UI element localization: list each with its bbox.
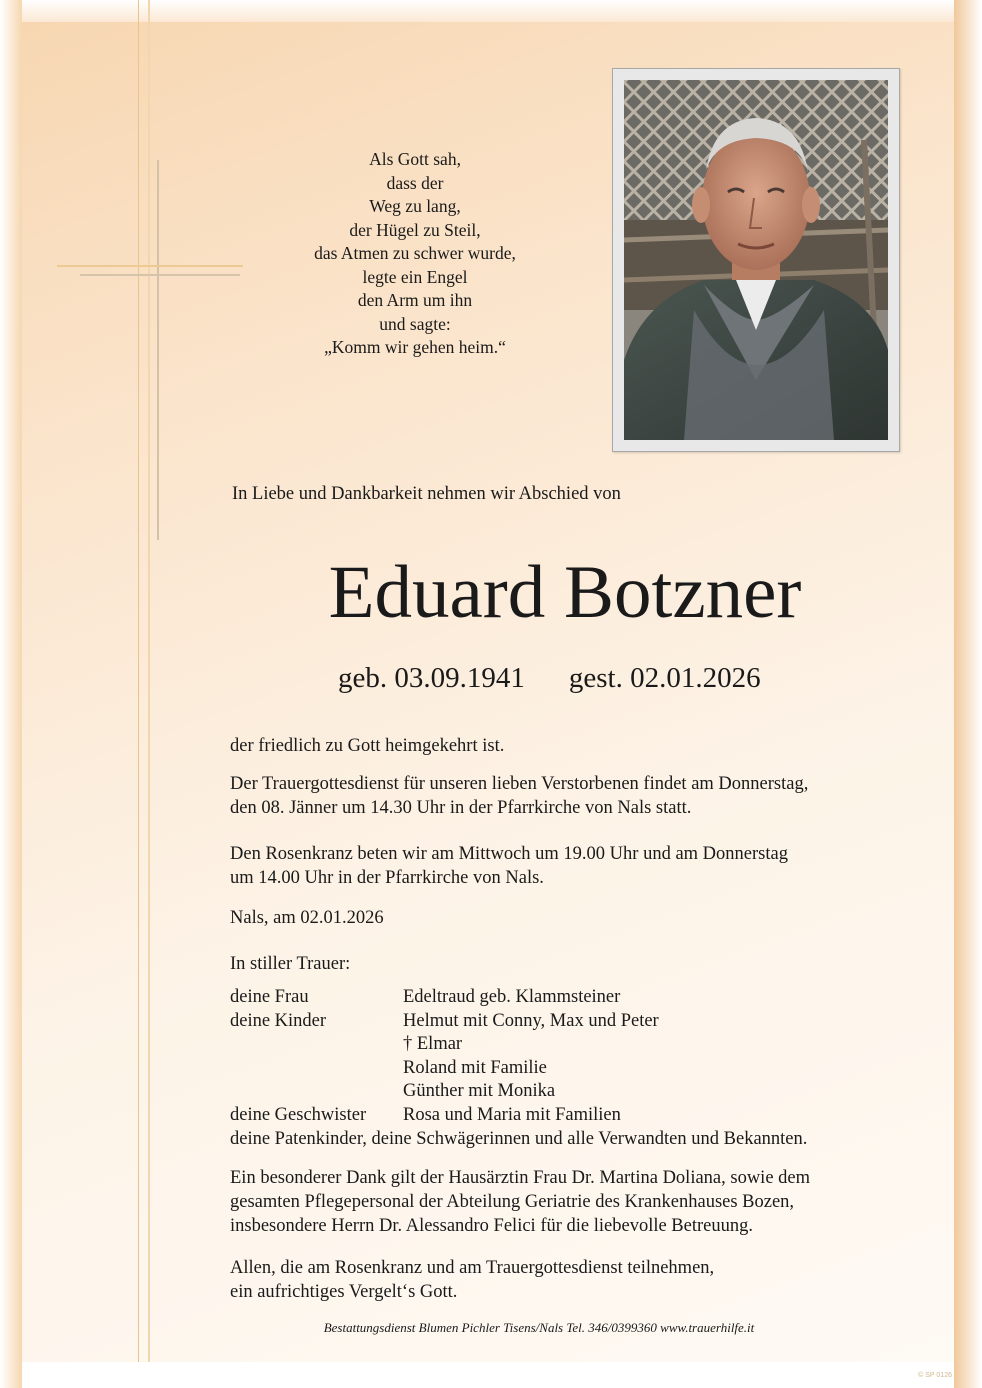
thanks-paragraph xyxy=(230,1166,910,1238)
service-line: Der Trauergottesdienst für unseren lieben Verstorbenen findet am Donnerstag, xyxy=(230,774,809,794)
mourning-heading xyxy=(230,952,910,976)
page-border-left xyxy=(0,0,22,1388)
thanks-line: Ein besonderer Dank gilt der Hausärztin Frau Dr. Martina Doliana, sowie dem xyxy=(230,1168,811,1188)
rosary-paragraph xyxy=(230,842,910,890)
mourner-row xyxy=(230,986,807,1010)
mourner-row xyxy=(230,1080,807,1104)
thanks-line: insbesondere Herrn Dr. Alessandro Felici für die liebevolle Betreuung. xyxy=(230,1216,753,1236)
mourners-list xyxy=(230,986,807,1151)
poem-line: Als Gott sah, xyxy=(369,149,461,169)
farewell-intro: In Liebe und Dankbarkeit nehmen wir Abschied von xyxy=(232,484,621,504)
cross-line-horizontal xyxy=(57,265,243,267)
poem xyxy=(270,148,560,360)
poem-line: der Hügel zu Steil, xyxy=(349,219,481,240)
mourner-names: † Elmar xyxy=(403,1034,463,1055)
service-line: den 08. Jänner um 14.30 Uhr in der Pfarrkirche von Nals statt. xyxy=(230,798,692,818)
portrait-photo-frame xyxy=(612,68,900,452)
rosary-line: um 14.00 Uhr in der Pfarrkirche von Nals. xyxy=(230,868,544,888)
mourner-row xyxy=(230,1057,807,1081)
portrait-photo xyxy=(624,80,888,440)
poem-line: legte ein Engel xyxy=(362,266,468,287)
mourner-names: Günther mit Monika xyxy=(403,1081,556,1102)
life-dates xyxy=(338,662,761,695)
mourner-names: Helmut mit Conny, Max und Peter xyxy=(403,1010,659,1031)
other-mourners-text: deine Patenkinder, deine Schwägerinnen und alle Verwandten und Bekannten. xyxy=(230,1128,808,1149)
closing-line: ein aufrichtiges Vergelt‘s Gott. xyxy=(230,1282,458,1302)
death-date: gest. 02.01.2026 xyxy=(568,662,761,694)
mourner-relation xyxy=(230,1057,403,1081)
cross-line-vertical-2 xyxy=(148,0,150,1362)
mourning-heading-line: In stiller Trauer: xyxy=(230,954,351,974)
place-date-line: Nals, am 02.01.2026 xyxy=(230,908,384,928)
poem-line: dass der xyxy=(386,172,444,193)
mourner-row xyxy=(230,1033,807,1057)
cross-line-horizontal-2 xyxy=(80,274,240,276)
cross-line-vertical xyxy=(138,0,139,1362)
thanks-line: gesamten Pflegepersonal der Abteilung Geriatrie des Krankenhauses Bozen, xyxy=(230,1192,795,1212)
mourner-row xyxy=(230,1010,807,1034)
mourner-relation xyxy=(230,1080,403,1104)
returned-line: der friedlich zu Gott heimgekehrt ist. xyxy=(230,736,505,756)
poem-line: Weg zu lang, xyxy=(369,196,461,216)
rosary-line: Den Rosenkranz beten wir am Mittwoch um 19.00 Uhr und am Donnerstag xyxy=(230,844,788,864)
mourner-row xyxy=(230,1104,807,1128)
mourner-names: Edeltraud geb. Klammsteiner xyxy=(403,987,621,1007)
poem-line: „Komm wir gehen heim.“ xyxy=(324,337,506,357)
birth-date: geb. 03.09.1941 xyxy=(338,662,525,694)
page-border-right xyxy=(954,0,982,1388)
funeral-service-footer: Bestattungsdienst Blumen Pichler Tisens/Nals Tel. 346/0399360 www.trauerhilfe.it xyxy=(323,1320,755,1335)
closing-line: Allen, die am Rosenkranz und am Trauergottesdienst teilnehmen, xyxy=(230,1258,715,1278)
returned-text xyxy=(230,734,910,758)
poem-line: den Arm um ihn xyxy=(357,290,473,310)
other-mourners xyxy=(230,1128,807,1152)
copyright-mark: © SP 0126 xyxy=(918,1372,952,1379)
poem-line: und sagte: xyxy=(379,313,451,334)
deceased-name: Eduard Botzner xyxy=(328,551,802,634)
mourner-relation: deine Kinder xyxy=(230,1010,327,1031)
service-paragraph xyxy=(230,772,910,820)
closing-paragraph xyxy=(230,1256,910,1304)
cross-icon xyxy=(157,160,159,540)
mourner-names: Roland mit Familie xyxy=(403,1057,547,1078)
place-date xyxy=(230,906,910,930)
mourner-names: Rosa und Maria mit Familien xyxy=(403,1104,621,1125)
poem-line: das Atmen zu schwer wurde, xyxy=(314,243,516,263)
mourner-relation: deine Geschwister xyxy=(230,1104,367,1125)
mourner-relation xyxy=(230,1033,403,1057)
mourner-relation: deine Frau xyxy=(230,987,309,1007)
